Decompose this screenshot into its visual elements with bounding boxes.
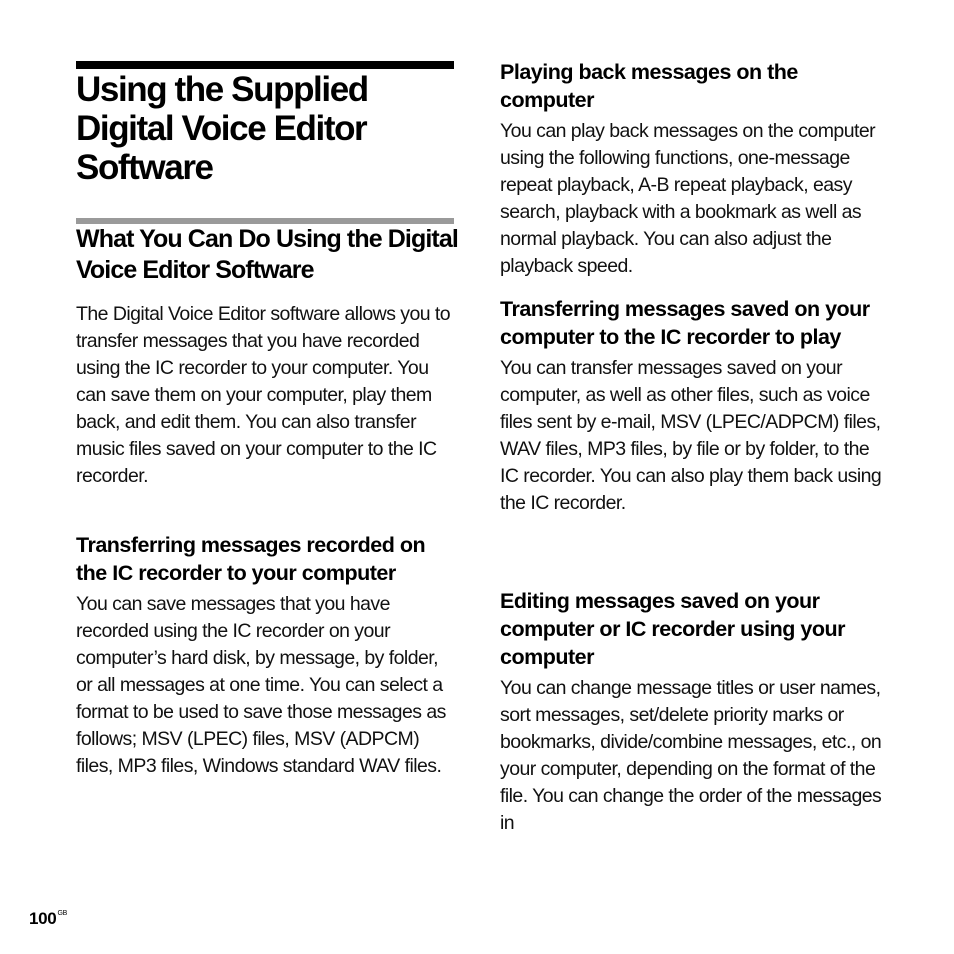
subsection-title: Transferring messages recorded on the IC recorder to your computer <box>76 533 426 585</box>
subsection-body: You can transfer messages saved on your computer, as well as other files, such as voice files sent by e-mail, MSV (LPEC/ADPCM) files, WAV files, MP3 files, by file or by folder, to the IC recorder. You can also play them back using the IC recorder. <box>500 357 882 514</box>
subsection-body: You can change message titles or user names, sort messages, set/delete priority marks or bookmarks, divide/combine messages, etc., on your computer, depending on the format of the file. You can change the order of the messages in <box>500 677 882 834</box>
page-number-value: 100 <box>29 909 57 928</box>
page-number-suffix: GB <box>57 910 67 917</box>
subsection-title: Playing back messages on the computer <box>500 60 798 112</box>
section-intro-paragraph: The Digital Voice Editor software allows you to transfer messages that you have recorded using the IC recorder to your computer. You can save them on your computer, play them back, and edit them. You can also transfer music files saved on your computer to the IC recorder. <box>76 303 451 487</box>
page-number <box>29 909 67 929</box>
subsection-body: You can save messages that you have recorded using the IC recorder on your computer’s hard disk, by message, by folder, or all messages at one time. You can select a format to be used to save those messages as follows; MSV (LPEC) files, MSV (ADPCM) files, MP3 files, Windows standard WAV files. <box>76 593 446 777</box>
subsection-transfer-to-recorder <box>500 295 884 517</box>
subsection-transfer-to-computer <box>76 531 454 780</box>
chapter-title: Using the Supplied Digital Voice Editor Software <box>76 70 368 187</box>
section-title: What You Can Do Using the Digital Voice Editor Software <box>76 225 458 284</box>
subsection-body: You can play back messages on the computer using the following functions, one-message repeat playback, A-B repeat playback, easy search, playback with a bookmark as well as normal playback. You can also adjust the playback speed. <box>500 120 876 277</box>
chapter-rule <box>76 61 454 69</box>
subsection-editing-messages <box>500 587 884 837</box>
subsection-title: Transferring messages saved on your computer to the IC recorder to play <box>500 297 870 349</box>
subsection-playback-on-computer <box>500 58 884 280</box>
subsection-title: Editing messages saved on your computer or IC recorder using your computer <box>500 589 845 669</box>
